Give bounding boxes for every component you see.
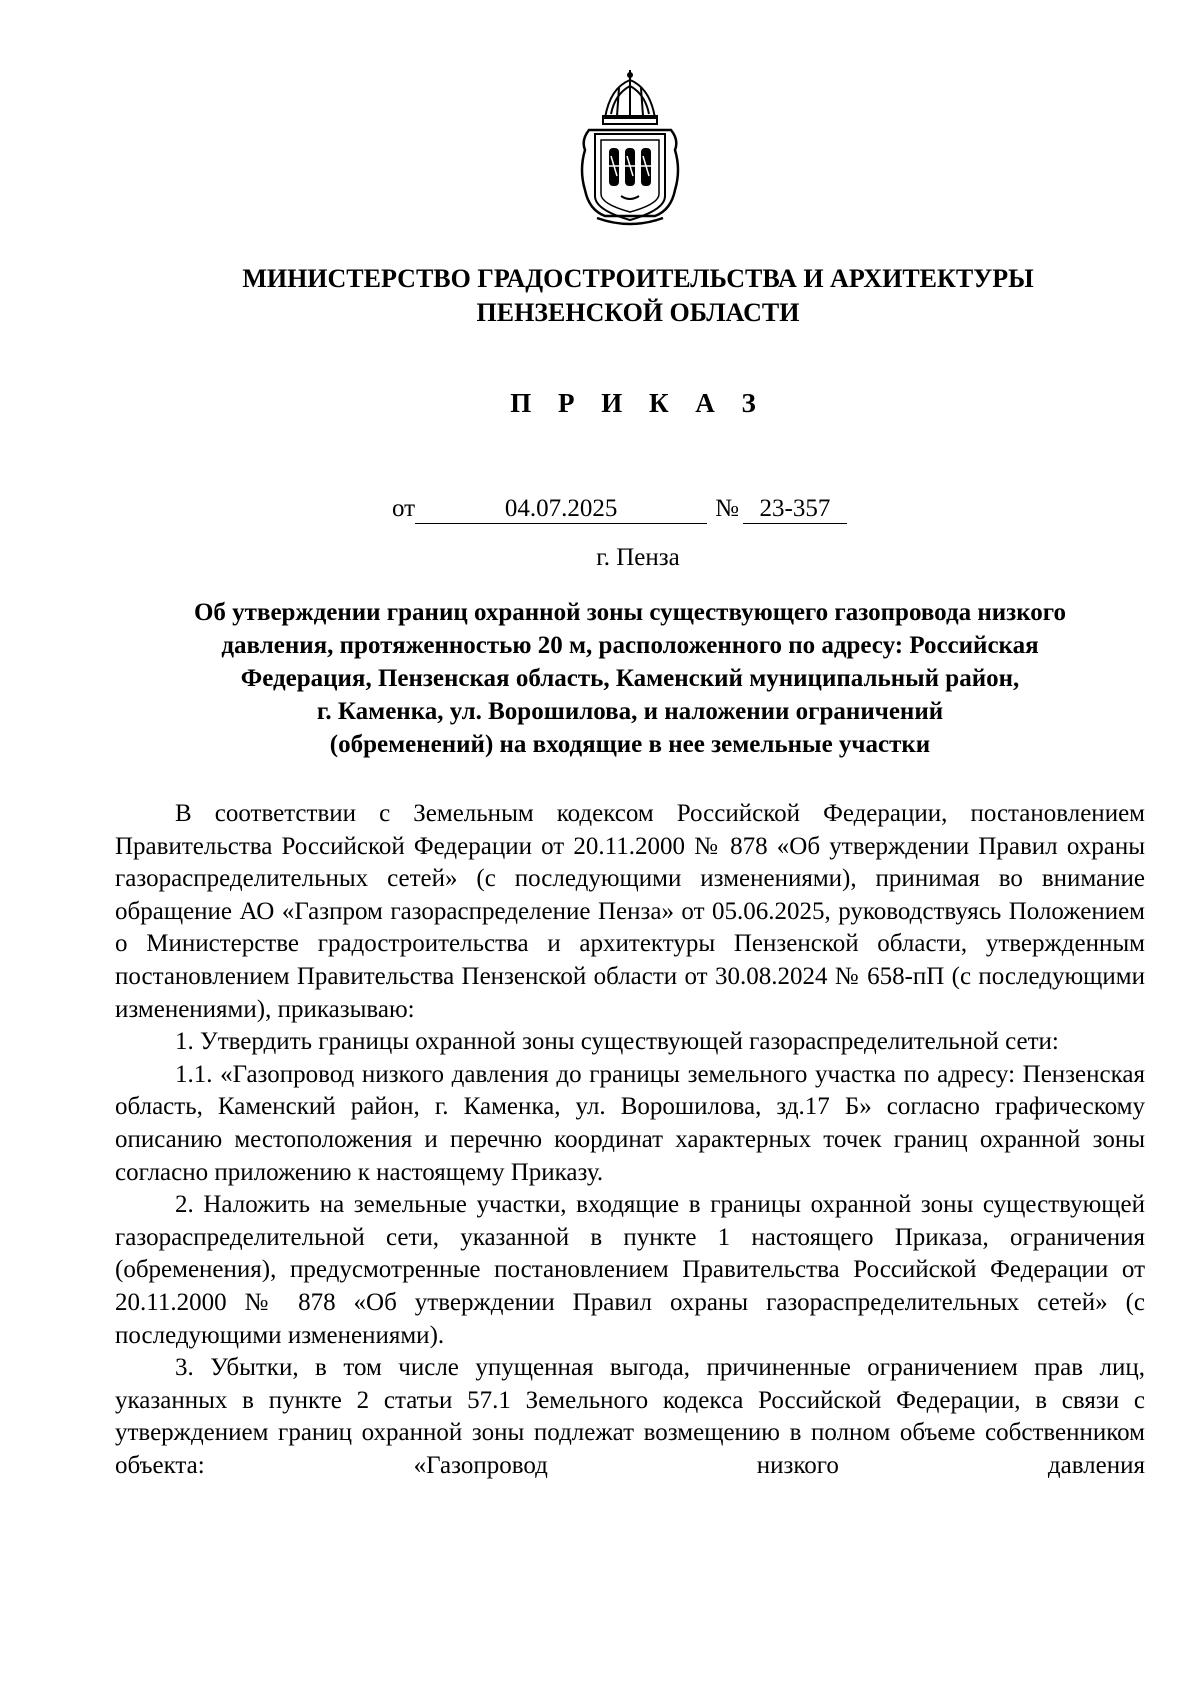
- subject-line-4: г. Каменка, ул. Ворошилова, и наложении ограничений: [316, 698, 944, 725]
- item-1-1-paragraph: 1.1. «Газопровод низкого давления до границы земельного участка по адресу: Пензенская область, Каменский район, г. Каменка, ул. Ворошилова, зд.17 Б» согласно графическому описанию местоположения и перечню координат характерных точек границ охранной зоны согласно приложению к настоящему Приказу.: [115, 1060, 1145, 1186]
- coat-of-arms-emblem: [575, 70, 685, 230]
- subject-line-1: Об утверждении границ охранной зоны существующего газопровода низкого: [193, 599, 1067, 626]
- preamble-paragraph: В соответствии с Земельным кодексом Российской Федерации, постановлением Правительства Российской Федерации от 20.11.2000 № 878 «Об утверждении Правил охраны газораспределительных сетей» (с последующими изменениями), принимая во внимание обращение АО «Газпром газораспределение Пенза» от 05.06.2025, руководствуясь Положением о Министерстве градостроительства и архитектуры Пензенской области, утвержденным постановлением Правительства Пензенской области от 30.08.2024 № 658-пП (с последующими изменениями), приказываю:: [115, 800, 1145, 1023]
- item-2-paragraph: 2. Наложить на земельные участки, входящие в границы охранной зоны существующей газораспределительной сети, указанной в пункте 1 настоящего Приказа, ограничения (обременения), предусмотренные постановлением Правительства Российской Федерации от 20.11.2000 № 878 «Об утверждении Правил охраны газораспределительных сетей» (с последующими изменениями).: [115, 1191, 1145, 1349]
- order-date: 04.07.2025: [415, 495, 707, 524]
- subject-line-2: давления, протяженностью 20 м, расположенного по адресу: Российская: [221, 632, 1039, 659]
- subject-line-3: Федерация, Пензенская область, Каменский муниципальный район,: [240, 665, 1020, 692]
- document-type-title: П Р И К А З: [510, 388, 766, 418]
- order-number: 23-357: [743, 495, 847, 524]
- number-label: №: [715, 495, 739, 522]
- ministry-name-line-2: ПЕНЗЕНСКОЙ ОБЛАСТИ: [476, 298, 800, 327]
- ministry-name-line-1: МИНИСТЕРСТВО ГРАДОСТРОИТЕЛЬСТВА И АРХИТЕКТУРЫ: [242, 264, 1034, 293]
- order-body: [115, 798, 1145, 1482]
- item-1-paragraph: 1. Утвердить границы охранной зоны существующей газораспределительной сети:: [175, 1028, 1059, 1056]
- date-label: от: [392, 495, 416, 522]
- subject-line-5: (обременений) на входящие в нее земельные участки: [329, 731, 931, 758]
- issue-city: г. Пенза: [596, 544, 680, 571]
- ministry-name: [0, 262, 1200, 330]
- item-3-paragraph: 3. Убытки, в том числе упущенная выгода, причиненные ограничением прав лиц, указанных в пункте 2 статьи 57.1 Земельного кодекса Российской Федерации, в связи с утверждением границ охранной зоны подлежат возмещению в полном объеме собственником объекта: «Газопровод низкого давления: [115, 1354, 1145, 1479]
- order-subject: [115, 596, 1145, 761]
- order-date-number-line: [392, 495, 847, 524]
